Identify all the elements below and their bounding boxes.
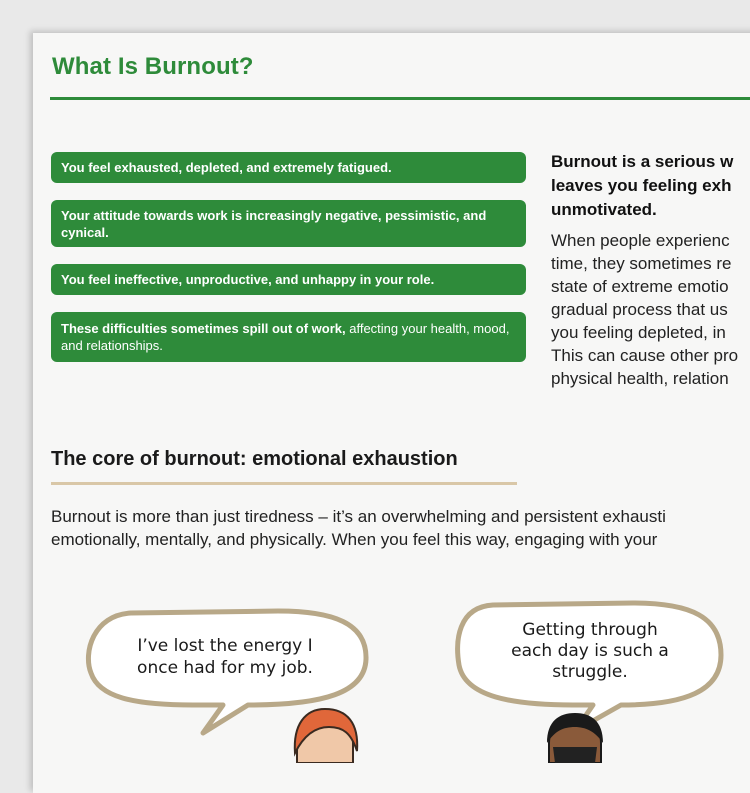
symptom-card [51,152,526,183]
body-line: time, they sometimes re [551,254,732,273]
intro-lead [551,150,750,222]
intro-column [551,150,750,390]
bubble-text: struggle. [552,662,628,682]
bubble-text: Getting through [522,620,658,640]
section-paragraph [51,505,666,551]
symptom-card [51,264,526,295]
page-title: What Is Burnout? [52,53,254,80]
body-line: you feeling depleted, in [551,323,726,342]
document-page [33,33,750,793]
body-line: When people experienc [551,231,730,250]
card-text: You feel ineffective, unproductive, and unhappy in your role. [61,272,435,287]
para-line: Burnout is more than just tiredness – it’s an overwhelming and persistent exhausti [51,507,666,526]
speech-bubble [458,603,721,731]
bubble-text: once had for my job. [137,658,313,678]
bubble-text: each day is such a [511,641,669,661]
lead-line: unmotivated. [551,200,657,219]
card-text-normal: affecting your health, mood, and relationships. [61,321,510,353]
symptom-card [51,200,526,247]
character-red-hair [295,709,357,763]
lead-line: leaves you feeling exh [551,176,732,195]
section-heading: The core of burnout: emotional exhaustion [51,448,458,470]
title-divider [50,97,750,100]
body-line: gradual process that us [551,300,728,319]
character-dark-hair [547,713,603,763]
body-line: This can cause other pro [551,346,739,365]
card-text-bold: These difficulties sometimes spill out of work, [61,321,346,336]
section-divider [51,482,517,485]
card-text: You feel exhausted, depleted, and extremely fatigued. [61,160,392,175]
intro-body [551,229,750,390]
card-text: Your attitude towards work is increasingly negative, pessimistic, and cynical. [61,207,487,240]
para-line: emotionally, mentally, and physically. When you feel this way, engaging with your [51,530,658,549]
lead-line: Burnout is a serious w [551,152,734,171]
bubble-text: I’ve lost the energy I [137,636,313,656]
symptom-card [51,312,526,362]
illustration [73,593,750,763]
body-line: physical health, relation [551,369,729,388]
body-line: state of extreme emotio [551,277,729,296]
